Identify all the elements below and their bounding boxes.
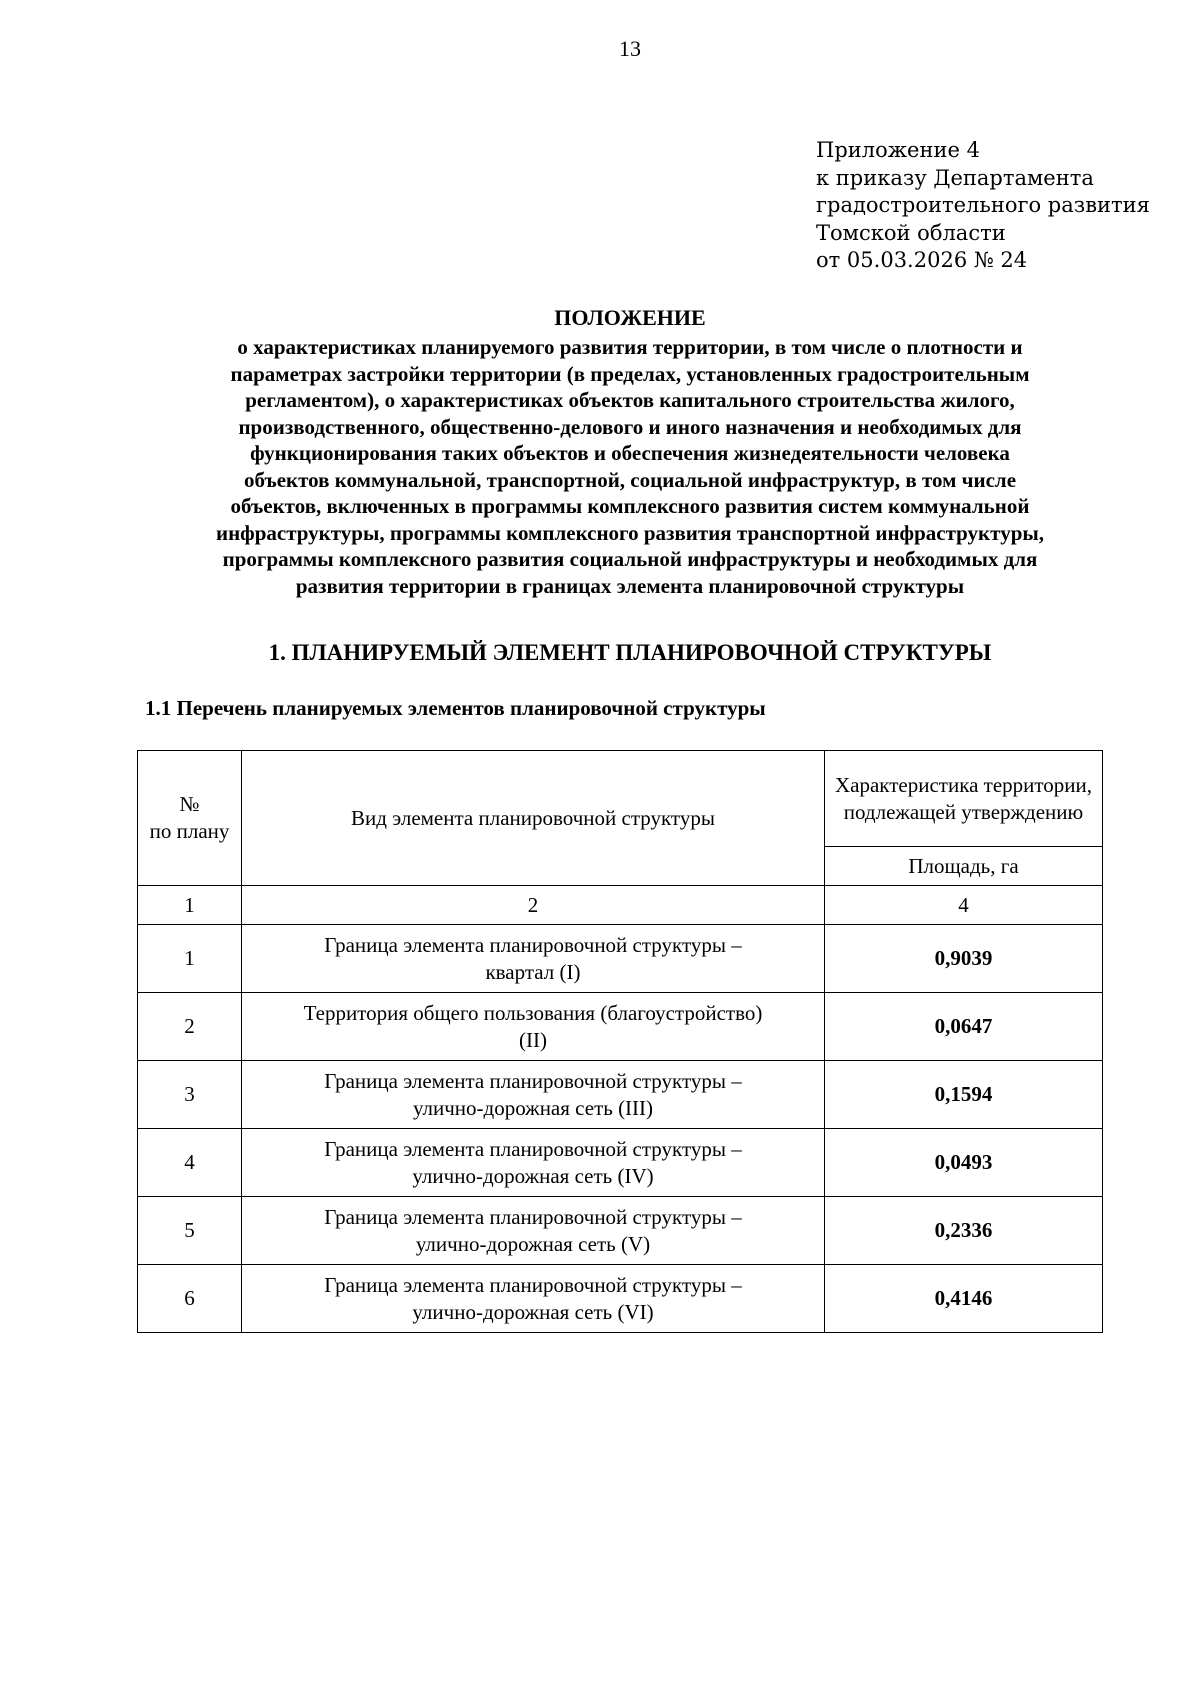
appendix-line: от 05.03.2026 № 24 [816,248,1028,272]
row-area: 0,4146 [825,1265,1103,1333]
header-cell-number [138,751,242,886]
row-type [242,1197,825,1265]
row-type-line: Граница элемента планировочной структуры – [324,1136,742,1161]
table-row [138,993,1103,1061]
subtitle-line: объектов коммунальной, транспортной, социальной инфраструктур, в том числе [243,467,1017,492]
row-type-line: улично-дорожная сеть (IV) [412,1163,654,1188]
row-area: 0,0647 [825,993,1103,1061]
table-row [138,1129,1103,1197]
table-row [138,1061,1103,1129]
row-type [242,1061,825,1129]
index-cell: 4 [825,886,1103,925]
appendix-line: Томской области [816,220,1006,245]
header-number-label: по плану [149,819,230,843]
section-heading: 1. ПЛАНИРУЕМЫЙ ЭЛЕМЕНТ ПЛАНИРОВОЧНОЙ СТРУКТУРЫ [268,640,992,665]
row-number: 4 [138,1129,242,1197]
row-type [242,1129,825,1197]
subsection-heading: 1.1 Перечень планируемых элементов планировочной структуры [145,696,766,720]
appendix-block [816,137,1150,275]
header-number-symbol: № [179,792,200,816]
row-type-line: Территория общего пользования (благоустройство) [303,1000,763,1025]
header-cell-area: Площадь, га [825,847,1103,886]
row-type-line: Граница элемента планировочной структуры – [324,932,742,957]
index-cell: 2 [242,886,825,925]
row-type-line: улично-дорожная сеть (III) [412,1095,654,1120]
row-area: 0,0493 [825,1129,1103,1197]
subtitle-line: объектов, включенных в программы комплексного развития систем коммунальной [230,494,1030,518]
row-type [242,993,825,1061]
row-type-line: Граница элемента планировочной структуры – [324,1204,742,1229]
row-type-line: Граница элемента планировочной структуры – [324,1272,742,1297]
table-row [138,1197,1103,1265]
row-type-line: Граница элемента планировочной структуры – [324,1068,742,1093]
index-cell: 1 [138,886,242,925]
page-number: 13 [619,36,641,61]
row-number: 6 [138,1265,242,1333]
row-type-line: квартал (I) [485,959,581,984]
row-type-line: улично-дорожная сеть (V) [415,1231,651,1256]
appendix-line: градостроительного развития [816,193,1150,217]
document-title: ПОЛОЖЕНИЕ [554,305,706,330]
row-area: 0,2336 [825,1197,1103,1265]
header-cell-characteristic: Характеристика территории, подлежащей утверждению [825,751,1103,847]
header-cell-type: Вид элемента планировочной структуры [242,751,825,886]
row-number: 1 [138,925,242,993]
appendix-line: к приказу Департамента [816,165,1094,190]
planning-elements-table [137,750,1103,1333]
document-subtitle [0,334,1200,599]
row-type-line: (II) [519,1027,547,1052]
table-index-row [138,886,1103,925]
row-type [242,1265,825,1333]
subtitle-line: программы комплексного развития социальной инфраструктуры и необходимых для [222,547,1038,571]
table-row [138,1265,1103,1333]
row-type-line: улично-дорожная сеть (VI) [412,1299,654,1324]
subtitle-line: о характеристиках планируемого развития территории, в том числе о плотности и [237,335,1023,359]
row-number: 5 [138,1197,242,1265]
row-number: 3 [138,1061,242,1129]
row-area: 0,9039 [825,925,1103,993]
appendix-line: Приложение 4 [816,138,980,162]
table-row [138,925,1103,993]
row-area: 0,1594 [825,1061,1103,1129]
row-number: 2 [138,993,242,1061]
table-header-row [138,751,1103,847]
subtitle-line: развития территории в границах элемента планировочной структуры [295,573,965,598]
subtitle-line: производственного, общественно-делового и иного назначения и необходимых для [238,414,1022,439]
subtitle-line: функционирования таких объектов и обеспечения жизнедеятельности человека [250,441,1010,465]
subtitle-line: параметрах застройки территории (в пределах, установленных градостроительным [230,361,1030,386]
subtitle-line: инфраструктуры, программы комплексного развития транспортной инфраструктуры, [215,520,1045,545]
row-type [242,925,825,993]
subtitle-line: регламентом), о характеристиках объектов капитального строительства жилого, [245,388,1015,412]
